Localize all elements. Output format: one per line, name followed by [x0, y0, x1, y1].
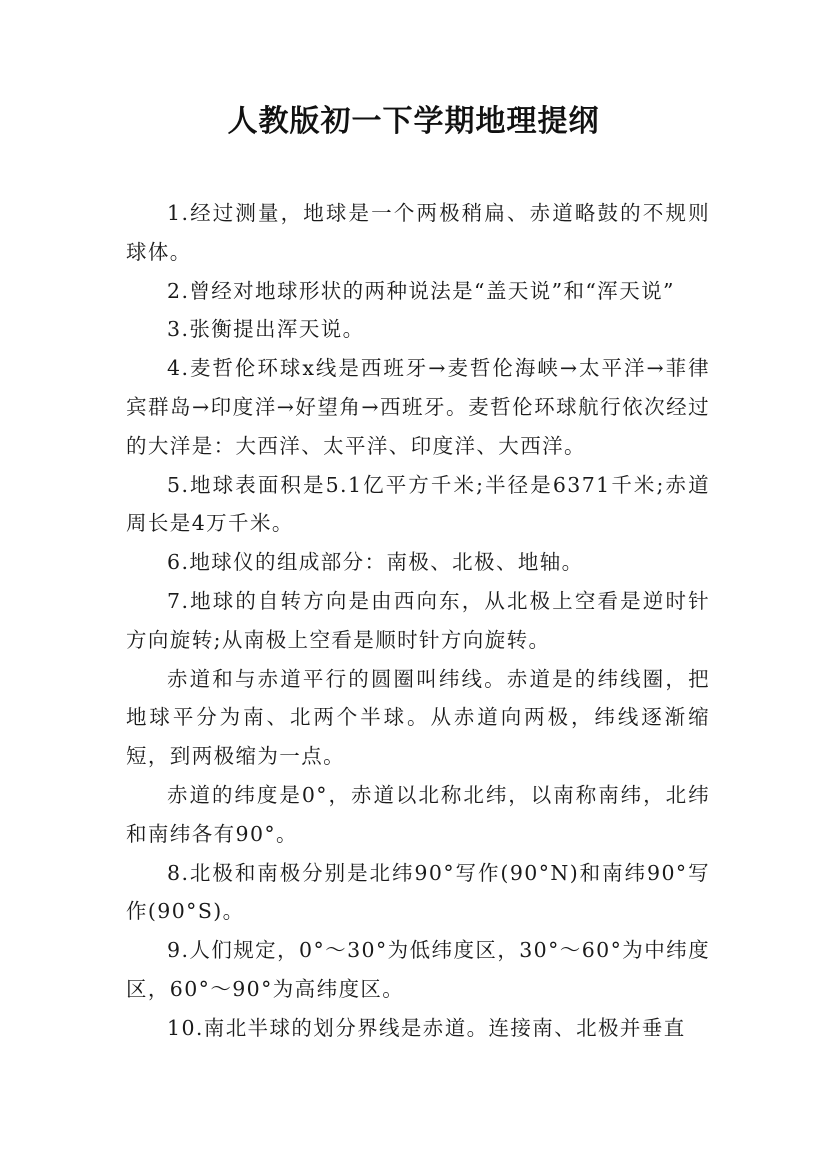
paragraph-10: 10.南北半球的划分界线是赤道。连接南、北极并垂直	[167, 1015, 686, 1040]
paragraph-4: 4.麦哲伦环球x线是西班牙→麦哲伦海峡→太平洋→菲律宾群岛→印度洋→好望角→西班牙。麦哲伦环球航行依次经过的大洋是：大西洋、太平洋、印度洋、大西洋。	[126, 356, 710, 458]
paragraph-8: 8.北极和南极分别是北纬90°写作(90°N)和南纬90°写作(90°S)。	[126, 860, 710, 924]
paragraph-latitude-lines: 赤道和与赤道平行的圆圈叫纬线。赤道是的纬线圈，把地球平分为南、北两个半球。从赤道向两极，纬线逐渐缩短，到两极缩为一点。	[126, 666, 710, 769]
paragraph-equator-latitude: 赤道的纬度是0°，赤道以北称北纬，以南称南纬，北纬和南纬各有90°。	[126, 782, 710, 846]
paragraph-2: 2.曾经对地球形状的两种说法是“盖天说”和“浑天说”	[167, 278, 675, 303]
paragraph-3: 3.张衡提出浑天说。	[167, 317, 365, 342]
document-body	[126, 194, 710, 1048]
paragraph-1: 1.经过测量，地球是一个两极稍扁、赤道略鼓的不规则球体。	[126, 201, 710, 264]
paragraph-9: 9.人们规定，0°～30°为低纬度区，30°～60°为中纬度区，60°～90°为高纬度区。	[126, 938, 710, 1001]
paragraph-7: 7.地球的自转方向是由西向东，从北极上空看是逆时针方向旋转;从南极上空看是顺时针方向旋转。	[126, 588, 710, 652]
document-title: 人教版初一下学期地理提纲	[227, 104, 600, 139]
paragraph-6: 6.地球仪的组成部分：南极、北极、地轴。	[167, 550, 584, 575]
paragraph-5: 5.地球表面积是5.1亿平方千米;半径是6371千米;赤道周长是4万千米。	[126, 472, 710, 536]
